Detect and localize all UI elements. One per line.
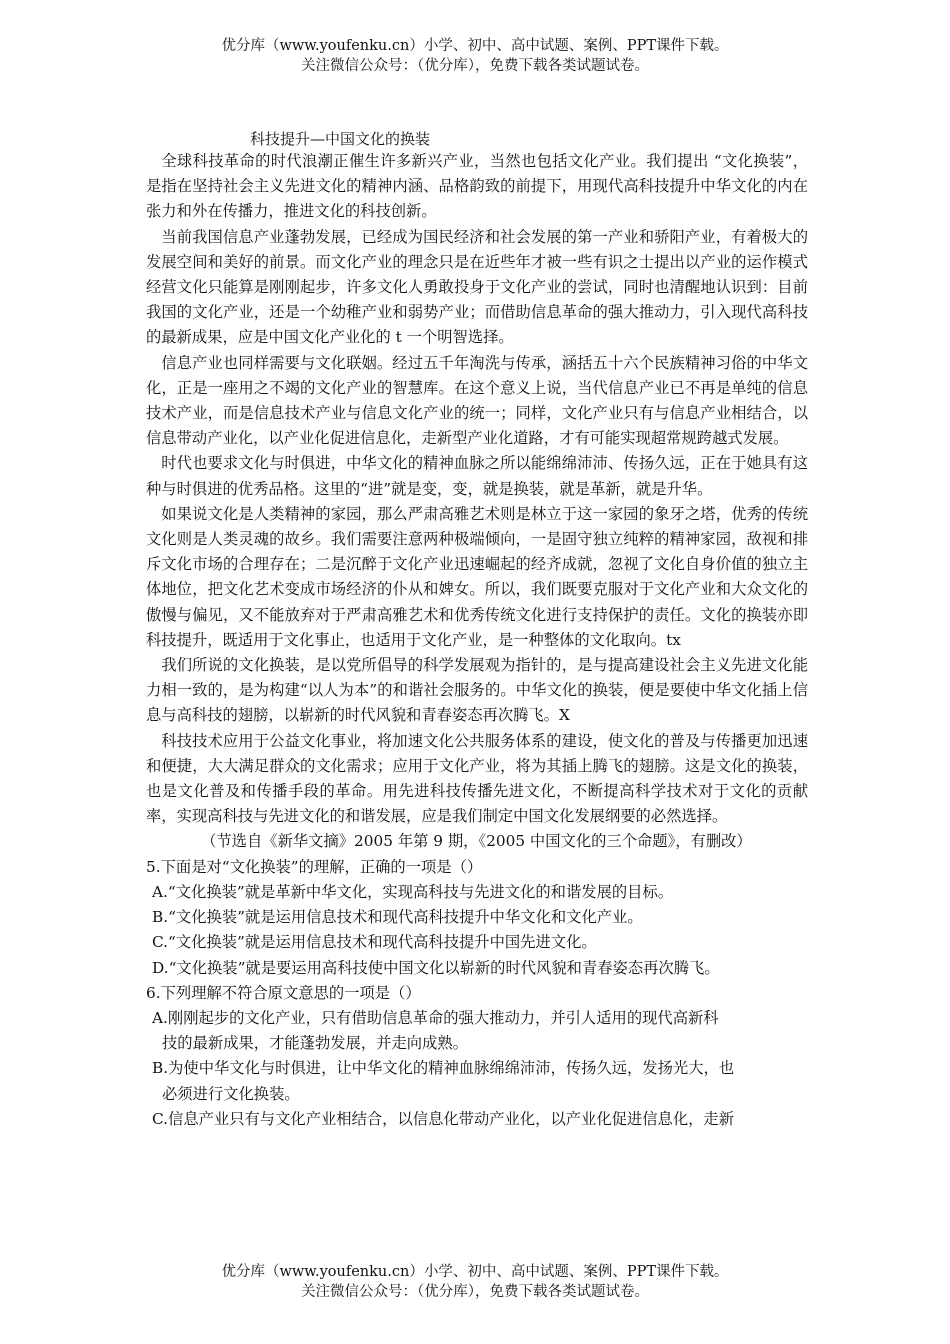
- paragraph-4: 时代也要求文化与时俱进，中华文化的精神血脉之所以能绵绵沛沛、传扬久远，正在于她具有这种与时俱进的优秀品格。这里的“进”就是变，变，就是换装，就是革新，就是升华。: [146, 454, 808, 498]
- paragraph-2: 当前我国信息产业蓬勃发展，已经成为国民经济和社会发展的第一产业和骄阳产业，有着极大的发展空间和美好的前景。而文化产业的理念只是在近些年才被一些有识之士提出以产业的运作模式经营文化只能算是刚刚起步，许多文化人勇敢投身于文化产业的尝试，同时也清醒地认识到：目前我国的文化产业，还是一个幼稚产业和弱势产业；而借助信息革命的强大推动力，引入现代高科技的最新成果，应是中国文化产业化的 t 一个明智选择。: [146, 227, 808, 347]
- paragraph-5: 如果说文化是人类精神的家园，那么严肃高雅艺术则是林立于这一家园的象牙之塔，优秀的传统文化则是人类灵魂的故乡。我们需要注意两种极端倾向，一是固守独立纯粹的精神家园，敌视和排斥文化市场的合理存在；二是沉醉于文化产业迅速崛起的经齐成就，忽视了文化自身价值的独立主体地位，把文化艺术变成市场经济的仆从和婢女。所以，我们既要克服对于文化产业和大众文化的傲慢与偏见，又不能放弃对于严肃高雅艺术和优秀传统文化进行支持保护的责任。文化的换装亦即科技提升，既适用于文化事止，也适用于文化产业，是一种整体的文化取向。tx: [146, 504, 808, 649]
- footer-line-1: 优分库（www.youfenku.cn）小学、初中、高中试题、案例、PPT课件下载。: [221, 1264, 729, 1280]
- question-6-stem: 6.下列理解不符合原文意思的一项是（）: [146, 983, 421, 1002]
- question-6-option-a-line-2: 技的最新成果，才能蓬勃发展，并走向成熟。: [162, 1034, 468, 1053]
- footer-line-2: 关注微信公众号：（优分库），免费下载各类试题试卷。: [301, 1284, 649, 1300]
- question-6-option-b-line-2: 必须进行文化换装。: [162, 1084, 300, 1103]
- question-5-option-a: A.“文化换装”就是革新中华文化，实现高科技与先进文化的和谐发展的目标。: [152, 882, 674, 901]
- page-header: [0, 36, 950, 76]
- paragraph-7: 科技技术应用于公益文化事业，将加速文化公共服务体系的建设，使文化的普及与传播更加迅速和便捷，大大满足群众的文化需求；应用于文化产业，将为其插上腾飞的翅膀。这是文化的换装，也是文化普及和传播手段的革命。用先进科技传播先进文化，不断提高科学技术对于文化的贡献率，实现高科技与先进文化的和谐发展，应是我们制定中国文化发展纲要的必然选择。: [146, 731, 808, 826]
- paragraph-1: 全球科技革命的时代浪潮正催生许多新兴产业，当然也包括文化产业。我们提出 “文化换装”，是指在坚持社会主义先进文化的精神内涵、品格韵致的前提下，用现代高科技提升中华文化的内在张力和外在传播力，推进文化的科技创新。: [146, 152, 808, 221]
- page-footer: [0, 1262, 950, 1302]
- question-5-option-d: D.“文化换装”就是要运用高科技使中国文化以崭新的时代风貌和青春姿态再次腾飞。: [152, 958, 720, 977]
- question-5-stem: 5.下面是对“文化换装”的理解，正确的一项是（）: [146, 857, 483, 876]
- paragraph-3: 信息产业也同样需要与文化联姻。经过五千年淘洗与传承，涵括五十六个民族精神习俗的中华文化，正是一座用之不竭的文化产业的智慧库。在这个意义上说，当代信息产业已不再是单纯的信息技术产业，而是信息技术产业与信息文化产业的统一；同样，文化产业只有与信息产业相结合，以信息带动产业化，以产业化促进信息化，走新型产业化道路，才有可能实现超常规跨越式发展。: [146, 353, 808, 448]
- question-6-option-b-line-1: B.为使中华文化与时俱进，让中华文化的精神血脉绵绵沛沛，传扬久远，发扬光大，也: [152, 1059, 735, 1078]
- question-6-option-c-line-1: C.信息产业只有与文化产业相结合，以信息化带动产业化，以产业化促进信息化，走新: [152, 1109, 735, 1128]
- article-body: [146, 149, 808, 1132]
- article-source: （节选自《新华文摘》2005 年第 9 期，《2005 中国文化的三个命题》，有删改）: [201, 832, 752, 851]
- question-5-option-b: B.“文化换装”就是运用信息技术和现代高科技提升中华文化和文化产业。: [152, 908, 643, 927]
- paragraph-6: 我们所说的文化换装，是以党所倡导的科学发展观为指针的，是与提高建设社会主义先进文化能力相一致的，是为构建“以人为本”的和谐社会服务的。中华文化的换装，便是要使中华文化插上信息与高科技的翅膀，以崭新的时代风貌和青春姿态再次腾飞。X: [146, 656, 808, 725]
- header-line-1: 优分库（www.youfenku.cn）小学、初中、高中试题、案例、PPT课件下载。: [221, 38, 729, 54]
- article-title: 科技提升—中国文化的换装: [250, 130, 431, 148]
- header-line-2: 关注微信公众号：（优分库），免费下载各类试题试卷。: [301, 58, 649, 74]
- question-5-option-c: C.“文化换装”就是运用信息技术和现代高科技提升中国先进文化。: [152, 933, 597, 952]
- question-6-option-a-line-1: A.刚刚起步的文化产业，只有借助信息革命的强大推动力，并引人适用的现代高新科: [152, 1008, 719, 1027]
